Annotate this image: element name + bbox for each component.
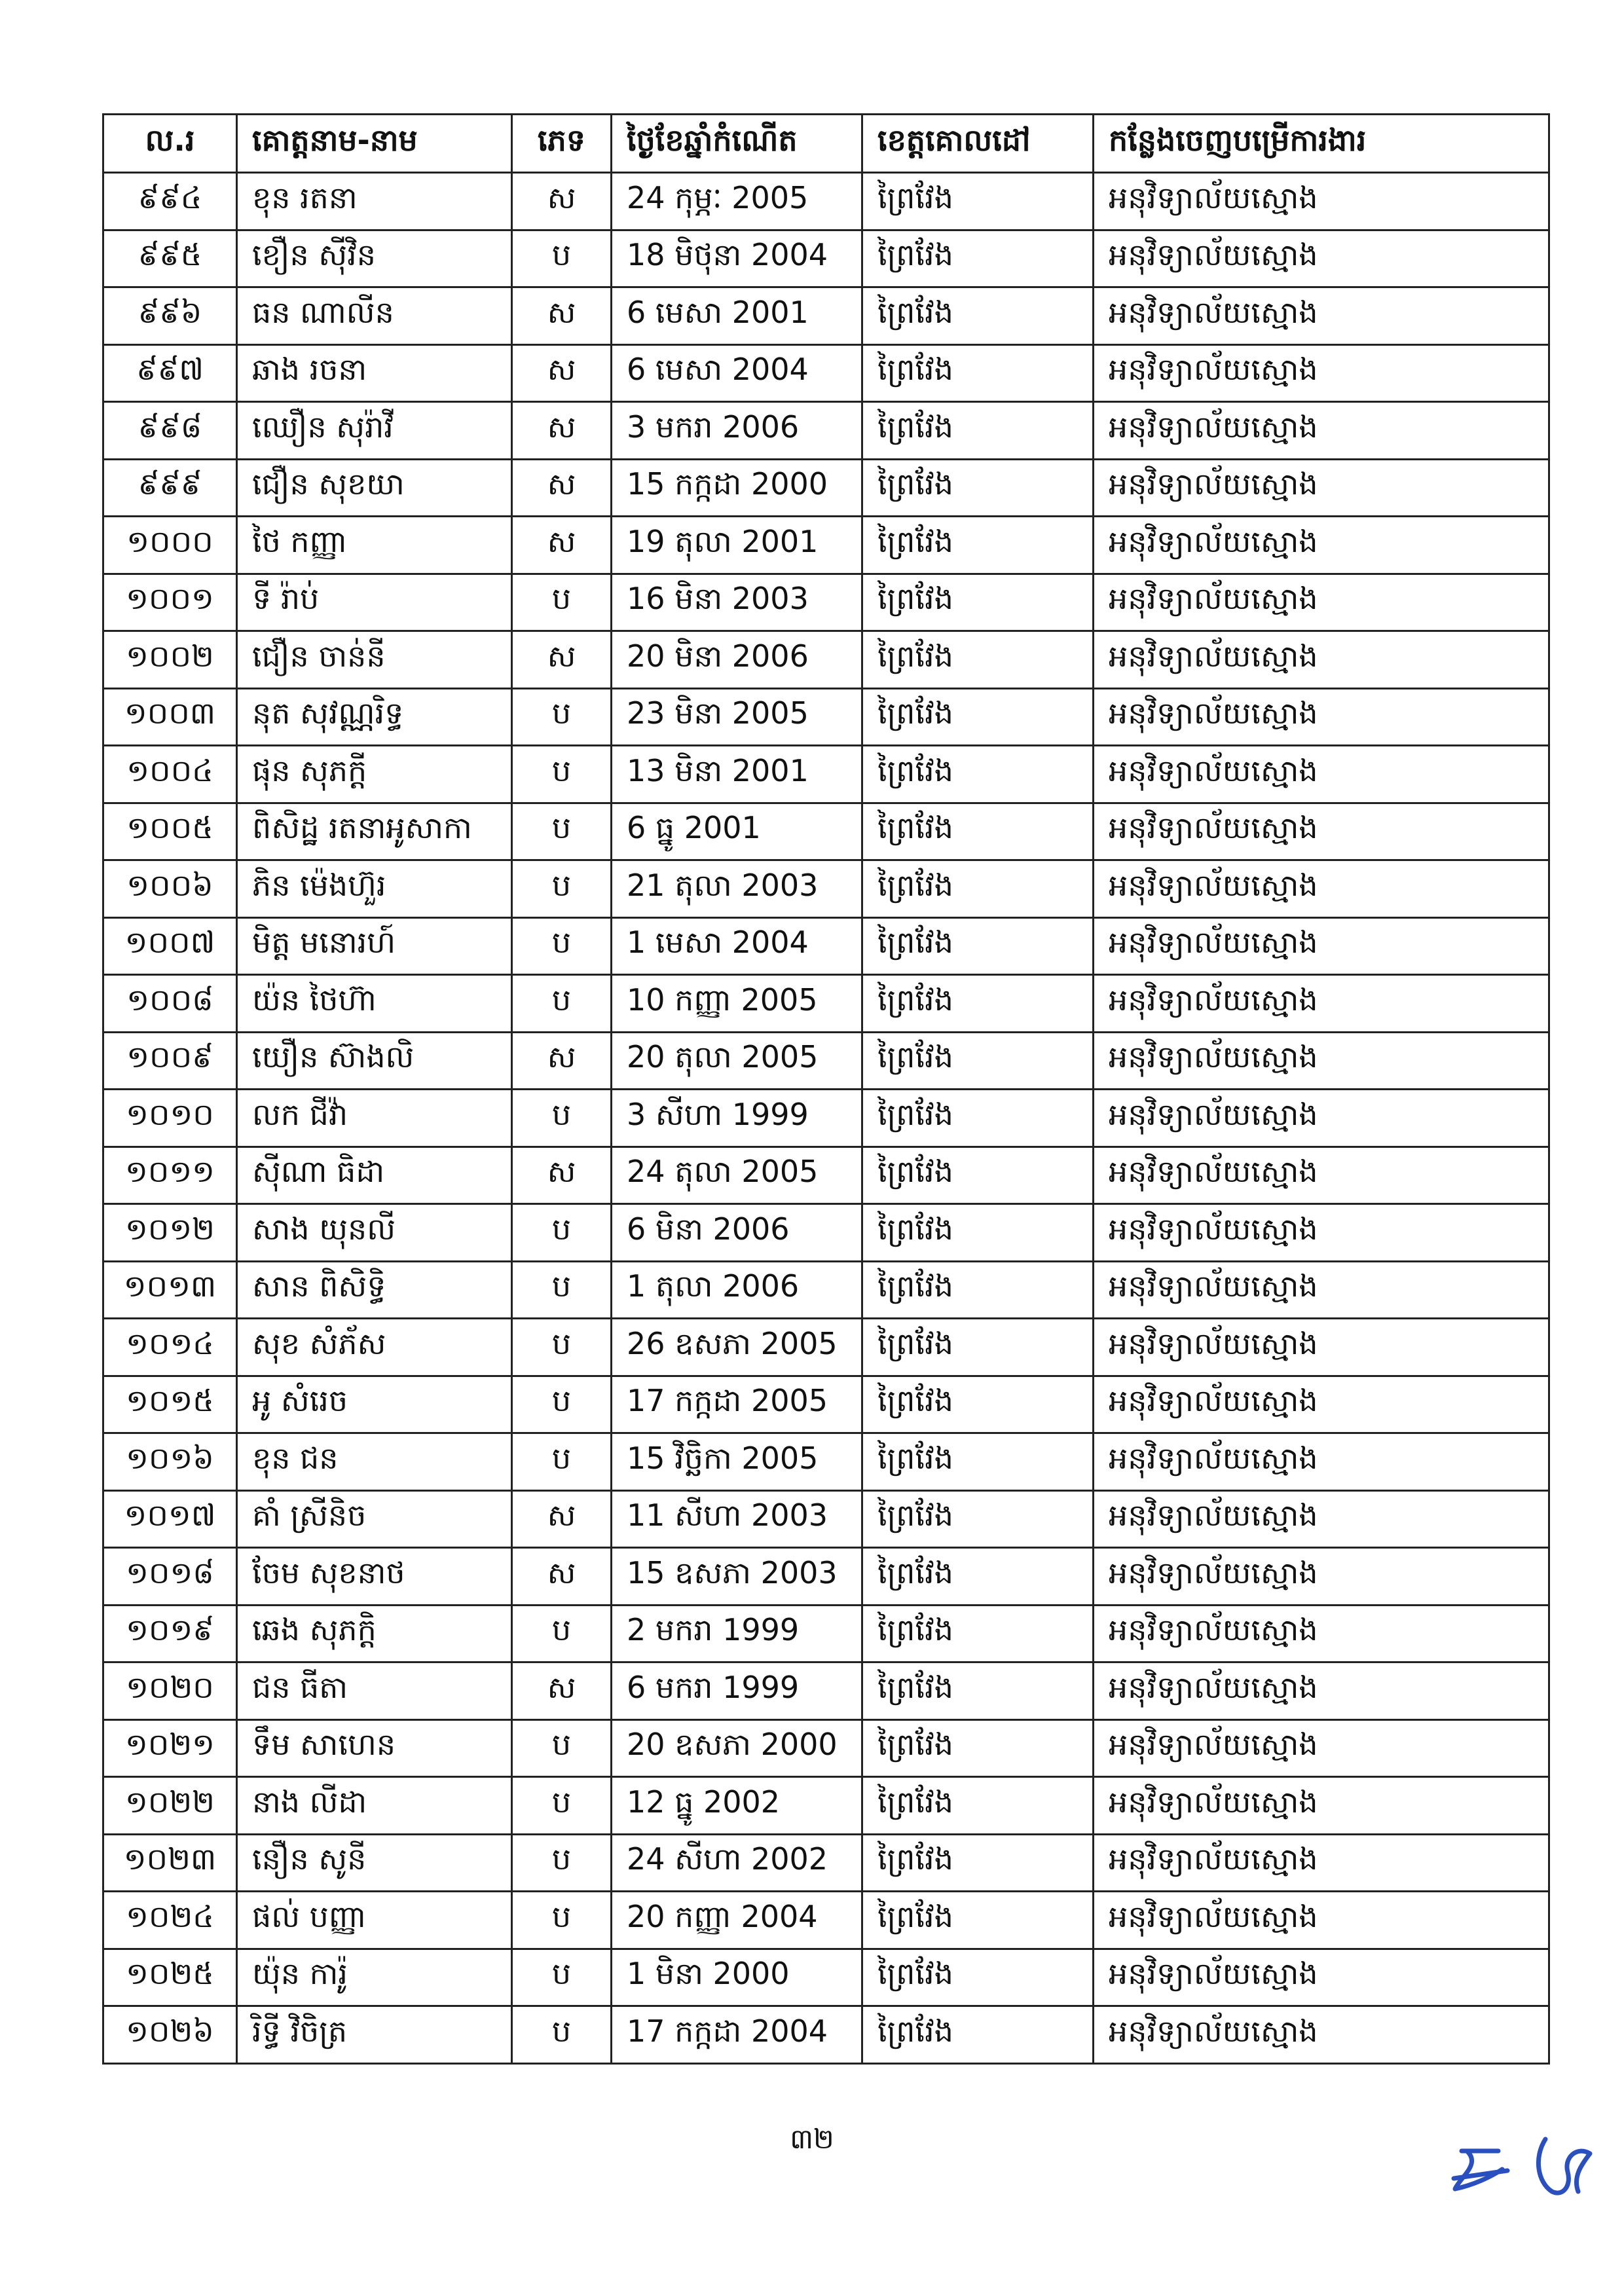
cell-no: ១០០៥ <box>103 803 237 860</box>
cell-name: នុត សុវណ្ណរិទ្ធ <box>237 688 512 746</box>
cell-province: ព្រៃវែង <box>862 287 1094 345</box>
cell-workplace: អនុវិទ្យាល័យស្មោង <box>1094 1433 1549 1491</box>
cell-no: ១០១៤ <box>103 1319 237 1376</box>
cell-dob: 3 សីហា 1999 <box>612 1090 862 1147</box>
table-row <box>103 459 1549 517</box>
table-row <box>103 1433 1549 1491</box>
table-row <box>103 230 1549 287</box>
cell-no: ១០០៧ <box>103 917 237 975</box>
cell-gender: ស <box>512 402 612 460</box>
cell-gender: ប <box>512 1261 612 1319</box>
table-row <box>103 1032 1549 1090</box>
cell-name: យ៉ន ថៃហ៊ា <box>237 975 512 1033</box>
header-workplace: កន្លែងចេញបម្រើការងារ <box>1094 115 1549 173</box>
cell-workplace: អនុវិទ្យាល័យស្មោង <box>1094 402 1549 460</box>
cell-workplace: អនុវិទ្យាល័យស្មោង <box>1094 1090 1549 1147</box>
cell-dob: 1 មេសា 2004 <box>612 917 862 975</box>
table-row <box>103 1949 1549 2006</box>
cell-no: ១០១០ <box>103 1090 237 1147</box>
cell-province: ព្រៃវែង <box>862 688 1094 746</box>
cell-gender: ស <box>512 459 612 517</box>
table-row <box>103 1892 1549 1949</box>
cell-no: ៩៩៦ <box>103 287 237 345</box>
cell-dob: 20 តុលា 2005 <box>612 1032 862 1090</box>
cell-no: ១០២៣ <box>103 1834 237 1892</box>
cell-no: ១០០៨ <box>103 975 237 1033</box>
header-gender: ភេទ <box>512 115 612 173</box>
table-row <box>103 1548 1549 1606</box>
cell-dob: 6 មេសា 2004 <box>612 344 862 402</box>
cell-no: ១០០៣ <box>103 688 237 746</box>
cell-name: ឈឿន សុរ៉ាវី <box>237 402 512 460</box>
cell-dob: 17 កក្កដា 2004 <box>612 2006 862 2064</box>
cell-no: ១០២២ <box>103 1777 237 1835</box>
table-row <box>103 975 1549 1033</box>
cell-gender: ប <box>512 1319 612 1376</box>
cell-workplace: អនុវិទ្យាល័យស្មោង <box>1094 344 1549 402</box>
cell-name: ខុន រតនា <box>237 173 512 230</box>
signature-strokes <box>1454 2139 1590 2193</box>
cell-province: ព្រៃវែង <box>862 1662 1094 1720</box>
cell-workplace: អនុវិទ្យាល័យស្មោង <box>1094 1605 1549 1662</box>
cell-workplace: អនុវិទ្យាល័យស្មោង <box>1094 1261 1549 1319</box>
cell-workplace: អនុវិទ្យាល័យស្មោង <box>1094 287 1549 345</box>
cell-name: សាង យុនលី <box>237 1204 512 1262</box>
cell-no: ១០២៦ <box>103 2006 237 2064</box>
cell-workplace: អនុវិទ្យាល័យស្មោង <box>1094 860 1549 918</box>
cell-gender: ប <box>512 1719 612 1777</box>
table-row <box>103 1147 1549 1204</box>
table-row <box>103 574 1549 631</box>
cell-gender: ប <box>512 1777 612 1835</box>
cell-province: ព្រៃវែង <box>862 574 1094 631</box>
cell-name: ឆាង រចនា <box>237 344 512 402</box>
cell-dob: 26 ឧសភា 2005 <box>612 1319 862 1376</box>
cell-no: ១០២៤ <box>103 1892 237 1949</box>
header-dob: ថ្ងៃខែឆ្នាំកំណើត <box>612 115 862 173</box>
cell-no: ១០១៦ <box>103 1433 237 1491</box>
cell-province: ព្រៃវែង <box>862 173 1094 230</box>
cell-name: ថៃ កញ្ញា <box>237 517 512 574</box>
header-name: គោត្តនាម-នាម <box>237 115 512 173</box>
cell-gender: ប <box>512 1376 612 1433</box>
cell-workplace: អនុវិទ្យាល័យស្មោង <box>1094 517 1549 574</box>
cell-name: ឆេង សុភក្តិ <box>237 1605 512 1662</box>
cell-name: ធន ណាលីន <box>237 287 512 345</box>
cell-dob: 15 វិច្ឆិកា 2005 <box>612 1433 862 1491</box>
cell-workplace: អនុវិទ្យាល័យស្មោង <box>1094 1032 1549 1090</box>
cell-dob: 19 តុលា 2001 <box>612 517 862 574</box>
cell-gender: ប <box>512 1949 612 2006</box>
cell-dob: 15 ឧសភា 2003 <box>612 1548 862 1606</box>
table-row <box>103 688 1549 746</box>
cell-province: ព្រៃវែង <box>862 1204 1094 1262</box>
cell-no: ១០០១ <box>103 574 237 631</box>
cell-province: ព្រៃវែង <box>862 1376 1094 1433</box>
cell-workplace: អនុវិទ្យាល័យស្មោង <box>1094 1777 1549 1835</box>
roster-table <box>102 113 1550 2065</box>
cell-workplace: អនុវិទ្យាល័យស្មោង <box>1094 688 1549 746</box>
cell-workplace: អនុវិទ្យាល័យស្មោង <box>1094 803 1549 860</box>
cell-name: ចែម សុខនាថ <box>237 1548 512 1606</box>
cell-workplace: អនុវិទ្យាល័យស្មោង <box>1094 1319 1549 1376</box>
cell-name: ស៊ីណា ធិដា <box>237 1147 512 1204</box>
cell-workplace: អនុវិទ្យាល័យស្មោង <box>1094 1147 1549 1204</box>
cell-name: ពិសិដ្ឋ រតនាអូសាកា <box>237 803 512 860</box>
cell-province: ព្រៃវែង <box>862 459 1094 517</box>
table-row <box>103 1261 1549 1319</box>
cell-province: ព្រៃវែង <box>862 1892 1094 1949</box>
table-row <box>103 517 1549 574</box>
cell-name: ផុន សុភក្តី <box>237 746 512 803</box>
cell-name: ទឹម សាហេន <box>237 1719 512 1777</box>
cell-no: ១០២១ <box>103 1719 237 1777</box>
cell-province: ព្រៃវែង <box>862 344 1094 402</box>
cell-province: ព្រៃវែង <box>862 1777 1094 1835</box>
cell-name: អូ សំរេច <box>237 1376 512 1433</box>
cell-dob: 18 មិថុនា 2004 <box>612 230 862 287</box>
cell-workplace: អនុវិទ្យាល័យស្មោង <box>1094 173 1549 230</box>
cell-workplace: អនុវិទ្យាល័យស្មោង <box>1094 1834 1549 1892</box>
cell-province: ព្រៃវែង <box>862 2006 1094 2064</box>
table-row <box>103 1777 1549 1835</box>
cell-dob: 24 សីហា 2002 <box>612 1834 862 1892</box>
cell-dob: 16 មិនា 2003 <box>612 574 862 631</box>
cell-province: ព្រៃវែង <box>862 975 1094 1033</box>
cell-dob: 20 កញ្ញា 2004 <box>612 1892 862 1949</box>
cell-gender: ប <box>512 2006 612 2064</box>
cell-workplace: អនុវិទ្យាល័យស្មោង <box>1094 1892 1549 1949</box>
cell-dob: 13 មិនា 2001 <box>612 746 862 803</box>
cell-name: គាំ ស្រីនិច <box>237 1490 512 1548</box>
cell-province: ព្រៃវែង <box>862 803 1094 860</box>
cell-dob: 20 ឧសភា 2000 <box>612 1719 862 1777</box>
signature-mark <box>1447 2131 1598 2203</box>
cell-no: ១០១៩ <box>103 1605 237 1662</box>
cell-no: ១០១៣ <box>103 1261 237 1319</box>
cell-no: ១០០៦ <box>103 860 237 918</box>
cell-province: ព្រៃវែង <box>862 402 1094 460</box>
cell-gender: ស <box>512 287 612 345</box>
cell-dob: 1 មិនា 2000 <box>612 1949 862 2006</box>
table-row <box>103 173 1549 230</box>
cell-province: ព្រៃវែង <box>862 1605 1094 1662</box>
cell-no: ១០១៧ <box>103 1490 237 1548</box>
cell-gender: ស <box>512 344 612 402</box>
cell-dob: 24 កុម្ភៈ 2005 <box>612 173 862 230</box>
cell-no: ១០១១ <box>103 1147 237 1204</box>
table-row <box>103 1319 1549 1376</box>
cell-gender: ស <box>512 1548 612 1606</box>
cell-dob: 3 មករា 2006 <box>612 402 862 460</box>
cell-name: រិទ្ធី វិចិត្រ <box>237 2006 512 2064</box>
cell-no: ៩៩៨ <box>103 402 237 460</box>
cell-name: សាន ពិសិទ្ធិ <box>237 1261 512 1319</box>
cell-dob: 1 តុលា 2006 <box>612 1261 862 1319</box>
table-row <box>103 860 1549 918</box>
cell-workplace: អនុវិទ្យាល័យស្មោង <box>1094 917 1549 975</box>
cell-gender: ប <box>512 230 612 287</box>
cell-name: លក ជីវ៉ា <box>237 1090 512 1147</box>
cell-province: ព្រៃវែង <box>862 1147 1094 1204</box>
cell-dob: 6 មករា 1999 <box>612 1662 862 1720</box>
cell-province: ព្រៃវែង <box>862 1261 1094 1319</box>
cell-dob: 12 ធ្នូ 2002 <box>612 1777 862 1835</box>
cell-workplace: អនុវិទ្យាល័យស្មោង <box>1094 2006 1549 2064</box>
cell-no: ១០១៨ <box>103 1548 237 1606</box>
table-row <box>103 1090 1549 1147</box>
cell-province: ព្រៃវែង <box>862 860 1094 918</box>
cell-name: មិត្ត មនោរហ៍ <box>237 917 512 975</box>
cell-no: ៩៩៥ <box>103 230 237 287</box>
cell-gender: ប <box>512 975 612 1033</box>
cell-province: ព្រៃវែង <box>862 1834 1094 1892</box>
cell-gender: ស <box>512 173 612 230</box>
cell-province: ព្រៃវែង <box>862 230 1094 287</box>
cell-name: ផល់ បញ្ញា <box>237 1892 512 1949</box>
cell-gender: ស <box>512 1032 612 1090</box>
table-row <box>103 402 1549 460</box>
cell-gender: ស <box>512 1662 612 1720</box>
table-row <box>103 1490 1549 1548</box>
table-row <box>103 1204 1549 1262</box>
table-row <box>103 1605 1549 1662</box>
cell-dob: 6 ធ្នូ 2001 <box>612 803 862 860</box>
cell-dob: 11 សីហា 2003 <box>612 1490 862 1548</box>
cell-name: ជឿន ចាន់នី <box>237 631 512 689</box>
cell-workplace: អនុវិទ្យាល័យស្មោង <box>1094 1548 1549 1606</box>
header-no: ល.រ <box>103 115 237 173</box>
cell-dob: 15 កក្កដា 2000 <box>612 459 862 517</box>
cell-workplace: អនុវិទ្យាល័យស្មោង <box>1094 574 1549 631</box>
cell-name: ជន ធីតា <box>237 1662 512 1720</box>
cell-name: ទី រ៉ាប់ <box>237 574 512 631</box>
cell-gender: ប <box>512 860 612 918</box>
cell-no: ១០២៥ <box>103 1949 237 2006</box>
table-row <box>103 1376 1549 1433</box>
table-row <box>103 344 1549 402</box>
cell-workplace: អនុវិទ្យាល័យស្មោង <box>1094 1204 1549 1262</box>
table-row <box>103 1834 1549 1892</box>
cell-gender: ប <box>512 1605 612 1662</box>
cell-province: ព្រៃវែង <box>862 1032 1094 1090</box>
table-row <box>103 2006 1549 2064</box>
cell-gender: ប <box>512 1204 612 1262</box>
cell-province: ព្រៃវែង <box>862 1319 1094 1376</box>
cell-workplace: អនុវិទ្យាល័យស្មោង <box>1094 1662 1549 1720</box>
cell-province: ព្រៃវែង <box>862 1719 1094 1777</box>
cell-province: ព្រៃវែង <box>862 746 1094 803</box>
cell-name: ភិន ម៉េងហ៊ួរ <box>237 860 512 918</box>
cell-name: នាង លីដា <box>237 1777 512 1835</box>
roster-body <box>103 173 1549 2064</box>
cell-province: ព្រៃវែង <box>862 1949 1094 2006</box>
cell-gender: ប <box>512 1892 612 1949</box>
cell-no: ១០០៩ <box>103 1032 237 1090</box>
header-province: ខេត្តគោលដៅ <box>862 115 1094 173</box>
cell-gender: ប <box>512 574 612 631</box>
cell-name: ជឿន សុខយា <box>237 459 512 517</box>
cell-no: ៩៩៧ <box>103 344 237 402</box>
cell-no: ១០០០ <box>103 517 237 574</box>
table-row <box>103 1662 1549 1720</box>
cell-workplace: អនុវិទ្យាល័យស្មោង <box>1094 1949 1549 2006</box>
cell-workplace: អនុវិទ្យាល័យស្មោង <box>1094 1719 1549 1777</box>
table-row <box>103 1719 1549 1777</box>
cell-workplace: អនុវិទ្យាល័យស្មោង <box>1094 230 1549 287</box>
cell-no: ៩៩៤ <box>103 173 237 230</box>
cell-gender: ស <box>512 517 612 574</box>
cell-gender: ប <box>512 1834 612 1892</box>
cell-dob: 24 តុលា 2005 <box>612 1147 862 1204</box>
cell-no: ៩៩៩ <box>103 459 237 517</box>
table-row <box>103 287 1549 345</box>
cell-province: ព្រៃវែង <box>862 1090 1094 1147</box>
cell-workplace: អនុវិទ្យាល័យស្មោង <box>1094 975 1549 1033</box>
cell-name: នឿន សូនី <box>237 1834 512 1892</box>
cell-province: ព្រៃវែង <box>862 1433 1094 1491</box>
cell-dob: 2 មករា 1999 <box>612 1605 862 1662</box>
cell-gender: ស <box>512 1490 612 1548</box>
cell-province: ព្រៃវែង <box>862 917 1094 975</box>
cell-gender: ប <box>512 688 612 746</box>
cell-dob: 17 កក្កដា 2005 <box>612 1376 862 1433</box>
cell-no: ១០០២ <box>103 631 237 689</box>
cell-dob: 21 តុលា 2003 <box>612 860 862 918</box>
page-number: ៣២ <box>790 2123 834 2155</box>
cell-gender: ប <box>512 1090 612 1147</box>
cell-workplace: អនុវិទ្យាល័យស្មោង <box>1094 459 1549 517</box>
cell-name: យ៉ុន ការ៉ូ <box>237 1949 512 2006</box>
cell-dob: 23 មិនា 2005 <box>612 688 862 746</box>
cell-name: ខឿន ស៊ីវិន <box>237 230 512 287</box>
cell-gender: ស <box>512 631 612 689</box>
cell-name: សុខ សំភ័ស <box>237 1319 512 1376</box>
cell-province: ព្រៃវែង <box>862 1490 1094 1548</box>
cell-gender: ប <box>512 746 612 803</box>
cell-province: ព្រៃវែង <box>862 517 1094 574</box>
table-row <box>103 803 1549 860</box>
cell-province: ព្រៃវែង <box>862 1548 1094 1606</box>
cell-workplace: អនុវិទ្យាល័យស្មោង <box>1094 746 1549 803</box>
cell-workplace: អនុវិទ្យាល័យស្មោង <box>1094 631 1549 689</box>
cell-province: ព្រៃវែង <box>862 631 1094 689</box>
cell-dob: 10 កញ្ញា 2005 <box>612 975 862 1033</box>
cell-dob: 6 មេសា 2001 <box>612 287 862 345</box>
cell-workplace: អនុវិទ្យាល័យស្មោង <box>1094 1490 1549 1548</box>
cell-gender: ស <box>512 1147 612 1204</box>
table-row <box>103 631 1549 689</box>
cell-no: ១០០៤ <box>103 746 237 803</box>
cell-dob: 6 មិនា 2006 <box>612 1204 862 1262</box>
cell-name: ខុន ជន <box>237 1433 512 1491</box>
cell-no: ១០១៥ <box>103 1376 237 1433</box>
cell-gender: ប <box>512 803 612 860</box>
cell-gender: ប <box>512 1433 612 1491</box>
cell-workplace: អនុវិទ្យាល័យស្មោង <box>1094 1376 1549 1433</box>
header-row <box>103 115 1549 173</box>
cell-no: ១០១២ <box>103 1204 237 1262</box>
cell-dob: 20 មិនា 2006 <box>612 631 862 689</box>
cell-gender: ប <box>512 917 612 975</box>
table-row <box>103 746 1549 803</box>
cell-no: ១០២០ <box>103 1662 237 1720</box>
cell-name: យឿន ស៊ាងលិ <box>237 1032 512 1090</box>
table-row <box>103 917 1549 975</box>
